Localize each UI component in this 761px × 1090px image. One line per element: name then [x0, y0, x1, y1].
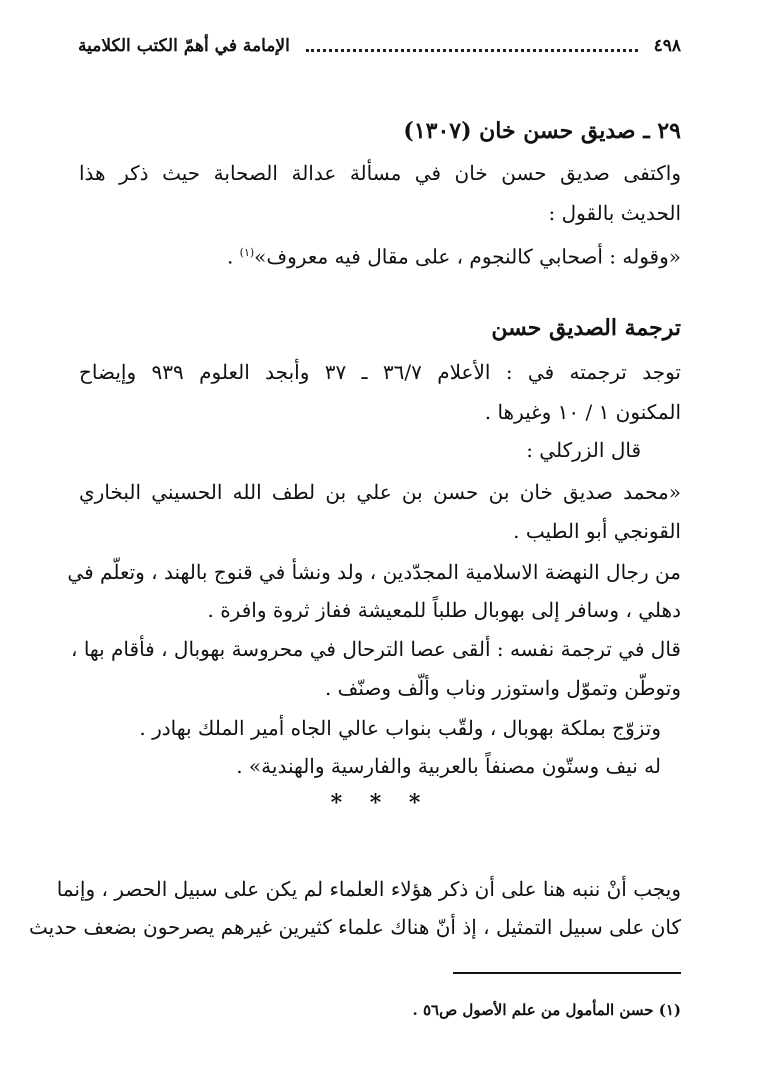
quote-text: «وقوله : أصحابي كالنجوم ، على مقال فيه معروف»	[254, 244, 681, 269]
section-29-heading: ٢٩ ـ صديق حسن خان (١٣٠٧)	[403, 118, 681, 144]
biography-paragraph-line: قال الزركلي :	[526, 438, 641, 462]
biography-quote-line: «محمد صديق خان بن حسن بن علي بن لطف الله الحسيني البخاري	[79, 480, 681, 504]
biography-quote-line: قال في ترجمة نفسه : ألقى عصا الترحال في محروسة بهوبال ، فأقام بها ،	[71, 637, 681, 661]
closing-paragraph-line: ويجب أنْ ننبه هنا على أن ذكر هؤلاء العلماء لم يكن على سبيل الحصر ، وإنما	[56, 877, 681, 901]
biography-quote-line: القونجي أبو الطيب .	[513, 519, 681, 543]
footnote-marker: (١)	[239, 246, 255, 259]
biography-quote-line: وتوطّن وتموّل واستوزر وناب وألّف وصنّف .	[324, 676, 681, 700]
footnote-rule	[453, 972, 681, 974]
section-29-quote	[79, 238, 681, 272]
page-number: ٤٩٨	[653, 36, 681, 56]
biography-quote-line: له نيف وستّون مصنفاً بالعربية والفارسية والهندية» .	[236, 754, 661, 778]
section-separator: * * *	[330, 790, 431, 816]
footnote: (١) حسن المأمول من علم الأصول ص٥٦ .	[412, 1001, 681, 1019]
biography-paragraph-line: المكنون ١ / ١٠ وغيرها .	[484, 400, 681, 424]
biography-quote-line: من رجال النهضة الاسلامية المجدّدين ، ولد ونشأ في قنوج بالهند ، وتعلّم في	[67, 560, 681, 584]
quote-end: .	[226, 244, 240, 269]
section-29-paragraph-line: واكتفى صديق حسن خان في مسألة عدالة الصحابة حيث ذكر هذا	[79, 161, 681, 185]
running-title: الإمامة في أهمّ الكتب الكلامية	[78, 36, 290, 56]
biography-paragraph-line: توجد ترجمته في : الأعلام ٣٦/٧ ـ ٣٧ وأبجد العلوم ٩٣٩ وإيضاح	[79, 360, 681, 384]
biography-quote-line: وتزوّج بملكة بهوبال ، ولقّب بنواب عالي الجاه أمير الملك بهادر .	[139, 716, 661, 740]
biography-quote-line: دهلي ، وسافر إلى بهوبال طلباً للمعيشة ففاز ثروة وافرة .	[207, 598, 681, 622]
biography-heading: ترجمة الصديق حسن	[491, 315, 681, 341]
closing-paragraph-line: كان على سبيل التمثيل ، إذ أنّ هناك علماء كثيرين غيرهم يصرحون بضعف حديث	[28, 915, 681, 939]
section-29-paragraph-line: الحديث بالقول :	[548, 201, 681, 225]
header-leader-dots	[306, 49, 638, 52]
running-header	[78, 33, 681, 59]
